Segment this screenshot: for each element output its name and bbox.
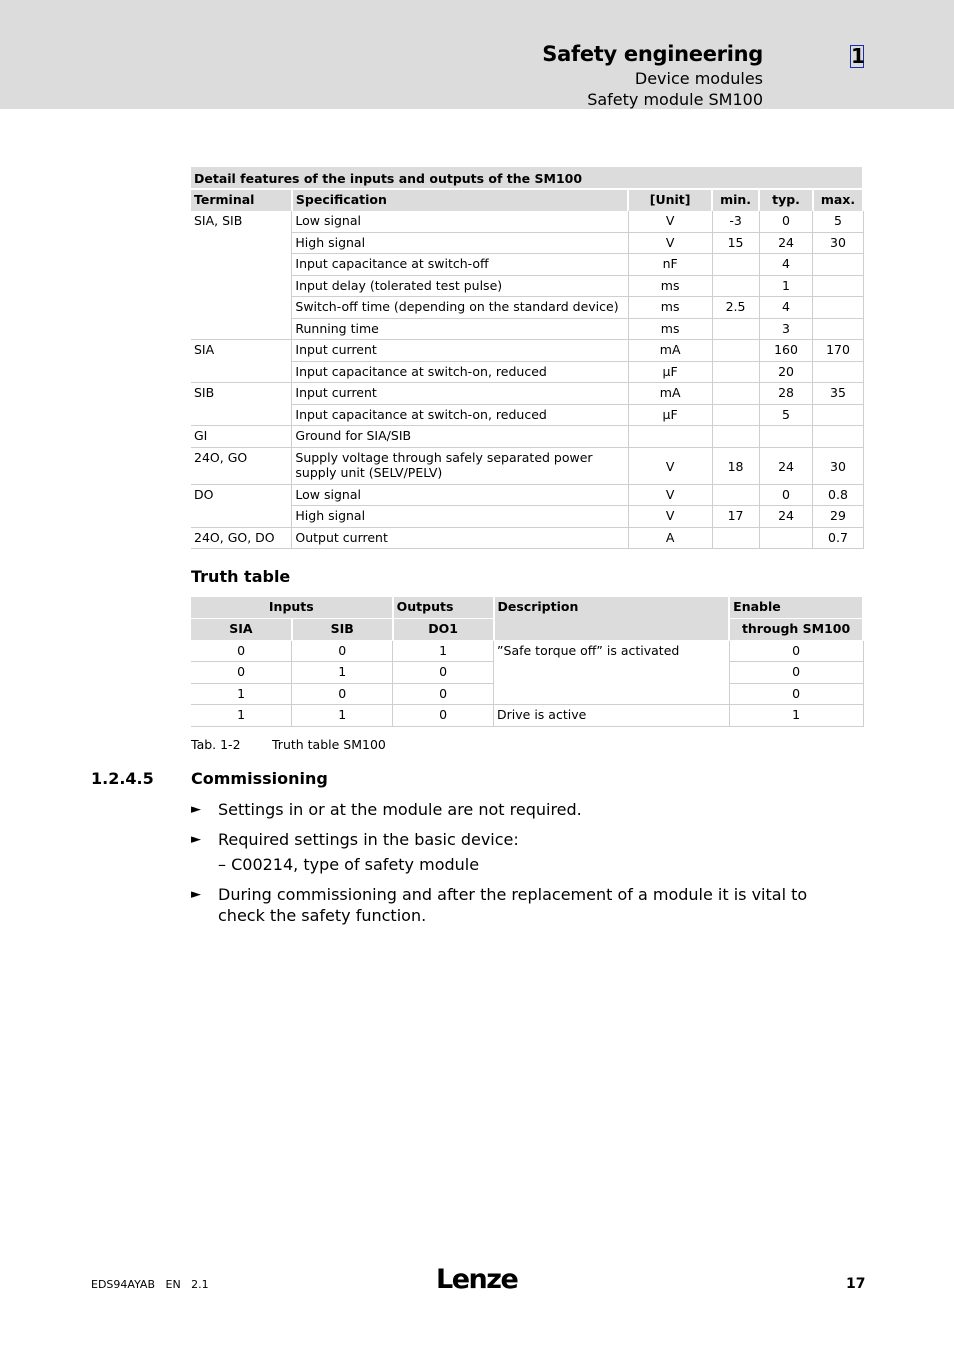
page-title: Safety engineering [542,42,763,66]
spec-table-caption: Detail features of the inputs and outputs of the SM100 [191,167,863,189]
table-row [191,254,863,276]
cell-terminal [191,404,292,426]
cell-sib: 0 [292,683,393,705]
table-row [191,211,863,233]
header-outputs: Outputs [393,597,494,619]
document-id: EDS94AYAB EN 2.1 [91,1278,209,1291]
cell-unit: ms [628,275,712,297]
cell-do1: 0 [393,683,494,705]
cell-terminal [191,275,292,297]
cell-max: 0.7 [813,527,863,549]
cell-terminal: SIB [191,383,292,405]
cell-min [712,361,759,383]
cell-enable: 1 [729,705,863,727]
cell-description-drive-active: Drive is active [494,705,730,727]
spec-table-header-row [191,189,863,211]
cell-terminal [191,506,292,528]
cell-unit: A [628,527,712,549]
cell-max [813,404,863,426]
cell-typ [759,527,813,549]
cell-typ: 24 [759,232,813,254]
cell-min [712,404,759,426]
column-header-min: min. [712,189,759,211]
column-header-unit: [Unit] [628,189,712,211]
column-header-typ: typ. [759,189,813,211]
cell-typ: 0 [759,484,813,506]
cell-typ: 4 [759,254,813,276]
cell-terminal [191,361,292,383]
cell-sib: 0 [292,640,393,662]
cell-min [712,318,759,340]
header-band [0,0,954,109]
cell-specification: Running time [292,318,628,340]
cell-sia: 0 [191,640,292,662]
cell-unit: V [628,447,712,484]
header-enable: Enable [729,597,863,619]
cell-terminal [191,232,292,254]
cell-max [813,361,863,383]
cell-min [712,275,759,297]
chapter-link[interactable]: 1 [851,44,865,68]
cell-max: 29 [813,506,863,528]
cell-specification: Supply voltage through safely separated power supply unit (SELV/PELV) [292,447,628,484]
cell-terminal: 24O, GO, DO [191,527,292,549]
cell-terminal [191,318,292,340]
cell-max: 170 [813,340,863,362]
cell-max [813,275,863,297]
cell-terminal: GI [191,426,292,448]
header-enable-through: through SM100 [729,619,863,641]
cell-min: 17 [712,506,759,528]
cell-unit: mA [628,383,712,405]
table-row [191,297,863,319]
cell-enable: 0 [729,683,863,705]
cell-enable: 0 [729,662,863,684]
table-row [191,383,863,405]
header-do1: DO1 [393,619,494,641]
cell-terminal [191,297,292,319]
bullet-subtext: – C00214, type of safety module [218,855,480,874]
cell-do1: 1 [393,640,494,662]
cell-sia: 1 [191,705,292,727]
cell-sib: 1 [292,705,393,727]
cell-terminal: SIA [191,340,292,362]
table-row [191,527,863,549]
cell-terminal: 24O, GO [191,447,292,484]
bullet-arrow-icon: ► [191,802,201,817]
cell-unit: µF [628,361,712,383]
cell-unit: V [628,484,712,506]
cell-typ [759,426,813,448]
cell-enable: 0 [729,640,863,662]
cell-specification: Switch-off time (depending on the standard device) [292,297,628,319]
header-description: Description [494,597,730,640]
cell-specification: Input current [292,340,628,362]
cell-description-safe-torque-off: ”Safe torque off” is activated [494,640,730,705]
cell-typ: 28 [759,383,813,405]
page-subtitle-topic: Safety module SM100 [587,90,763,109]
table-row [191,705,863,727]
cell-max: 35 [813,383,863,405]
cell-specification: Ground for SIA/SIB [292,426,628,448]
table-caption-number: Tab. 1-2 [191,737,241,752]
table-row [191,340,863,362]
table-row [191,484,863,506]
cell-typ: 24 [759,506,813,528]
cell-unit [628,426,712,448]
truth-header-row-1 [191,597,863,619]
cell-max: 0.8 [813,484,863,506]
spec-table-caption-row [191,167,863,189]
cell-sia: 1 [191,683,292,705]
cell-typ: 20 [759,361,813,383]
cell-unit: V [628,232,712,254]
table-row [191,447,863,484]
cell-typ: 5 [759,404,813,426]
cell-terminal: DO [191,484,292,506]
section-number: 1.2.4.5 [91,769,154,788]
table-row [191,318,863,340]
page-number: 17 [846,1276,866,1292]
table-row [191,232,863,254]
bullet-text: During commissioning and after the replacement of a module it is vital to check the safety function. [218,885,808,925]
cell-typ: 4 [759,297,813,319]
bullet-arrow-icon: ► [191,832,201,847]
cell-typ: 160 [759,340,813,362]
cell-min: 2.5 [712,297,759,319]
cell-typ: 3 [759,318,813,340]
cell-min [712,340,759,362]
section-title: Commissioning [191,769,328,788]
cell-specification: High signal [292,506,628,528]
cell-sib: 1 [292,662,393,684]
table-row [191,506,863,528]
truth-table [191,597,864,727]
cell-min [712,426,759,448]
page-subtitle-section: Device modules [634,69,763,88]
cell-specification: Input capacitance at switch-on, reduced [292,361,628,383]
cell-specification: Input current [292,383,628,405]
cell-specification: Low signal [292,484,628,506]
cell-max: 30 [813,232,863,254]
cell-specification: Input delay (tolerated test pulse) [292,275,628,297]
cell-min [712,527,759,549]
cell-specification: Input capacitance at switch-off [292,254,628,276]
truth-table-heading: Truth table [191,567,291,586]
cell-specification: Low signal [292,211,628,233]
cell-terminal: SIA, SIB [191,211,292,233]
header-sia: SIA [191,619,292,641]
cell-do1: 0 [393,662,494,684]
table-row [191,640,863,662]
cell-typ: 0 [759,211,813,233]
cell-unit: ms [628,318,712,340]
cell-unit: mA [628,340,712,362]
cell-unit: ms [628,297,712,319]
bullet-arrow-icon: ► [191,887,201,902]
bullet-text: Required settings in the basic device: [218,830,519,849]
cell-max [813,426,863,448]
cell-typ: 1 [759,275,813,297]
table-row [191,404,863,426]
column-header-max: max. [813,189,863,211]
cell-unit: nF [628,254,712,276]
cell-max [813,297,863,319]
cell-max: 30 [813,447,863,484]
cell-specification: High signal [292,232,628,254]
bullet-text: Settings in or at the module are not required. [218,800,582,819]
cell-min [712,254,759,276]
table-row [191,275,863,297]
cell-typ: 24 [759,447,813,484]
cell-unit: V [628,506,712,528]
cell-terminal [191,254,292,276]
cell-unit: V [628,211,712,233]
cell-min: 18 [712,447,759,484]
header-sib: SIB [292,619,393,641]
cell-max: 5 [813,211,863,233]
table-caption-text: Truth table SM100 [272,737,386,752]
table-row [191,361,863,383]
cell-do1: 0 [393,705,494,727]
cell-min: -3 [712,211,759,233]
column-header-terminal: Terminal [191,189,292,211]
header-inputs: Inputs [191,597,393,619]
cell-unit: µF [628,404,712,426]
cell-specification: Input capacitance at switch-on, reduced [292,404,628,426]
table-row [191,426,863,448]
cell-min [712,383,759,405]
spec-table [191,167,864,549]
lenze-logo: Lenze [436,1264,518,1295]
cell-min: 15 [712,232,759,254]
cell-sia: 0 [191,662,292,684]
cell-specification: Output current [292,527,628,549]
column-header-specification: Specification [292,189,628,211]
cell-min [712,484,759,506]
cell-max [813,318,863,340]
cell-max [813,254,863,276]
